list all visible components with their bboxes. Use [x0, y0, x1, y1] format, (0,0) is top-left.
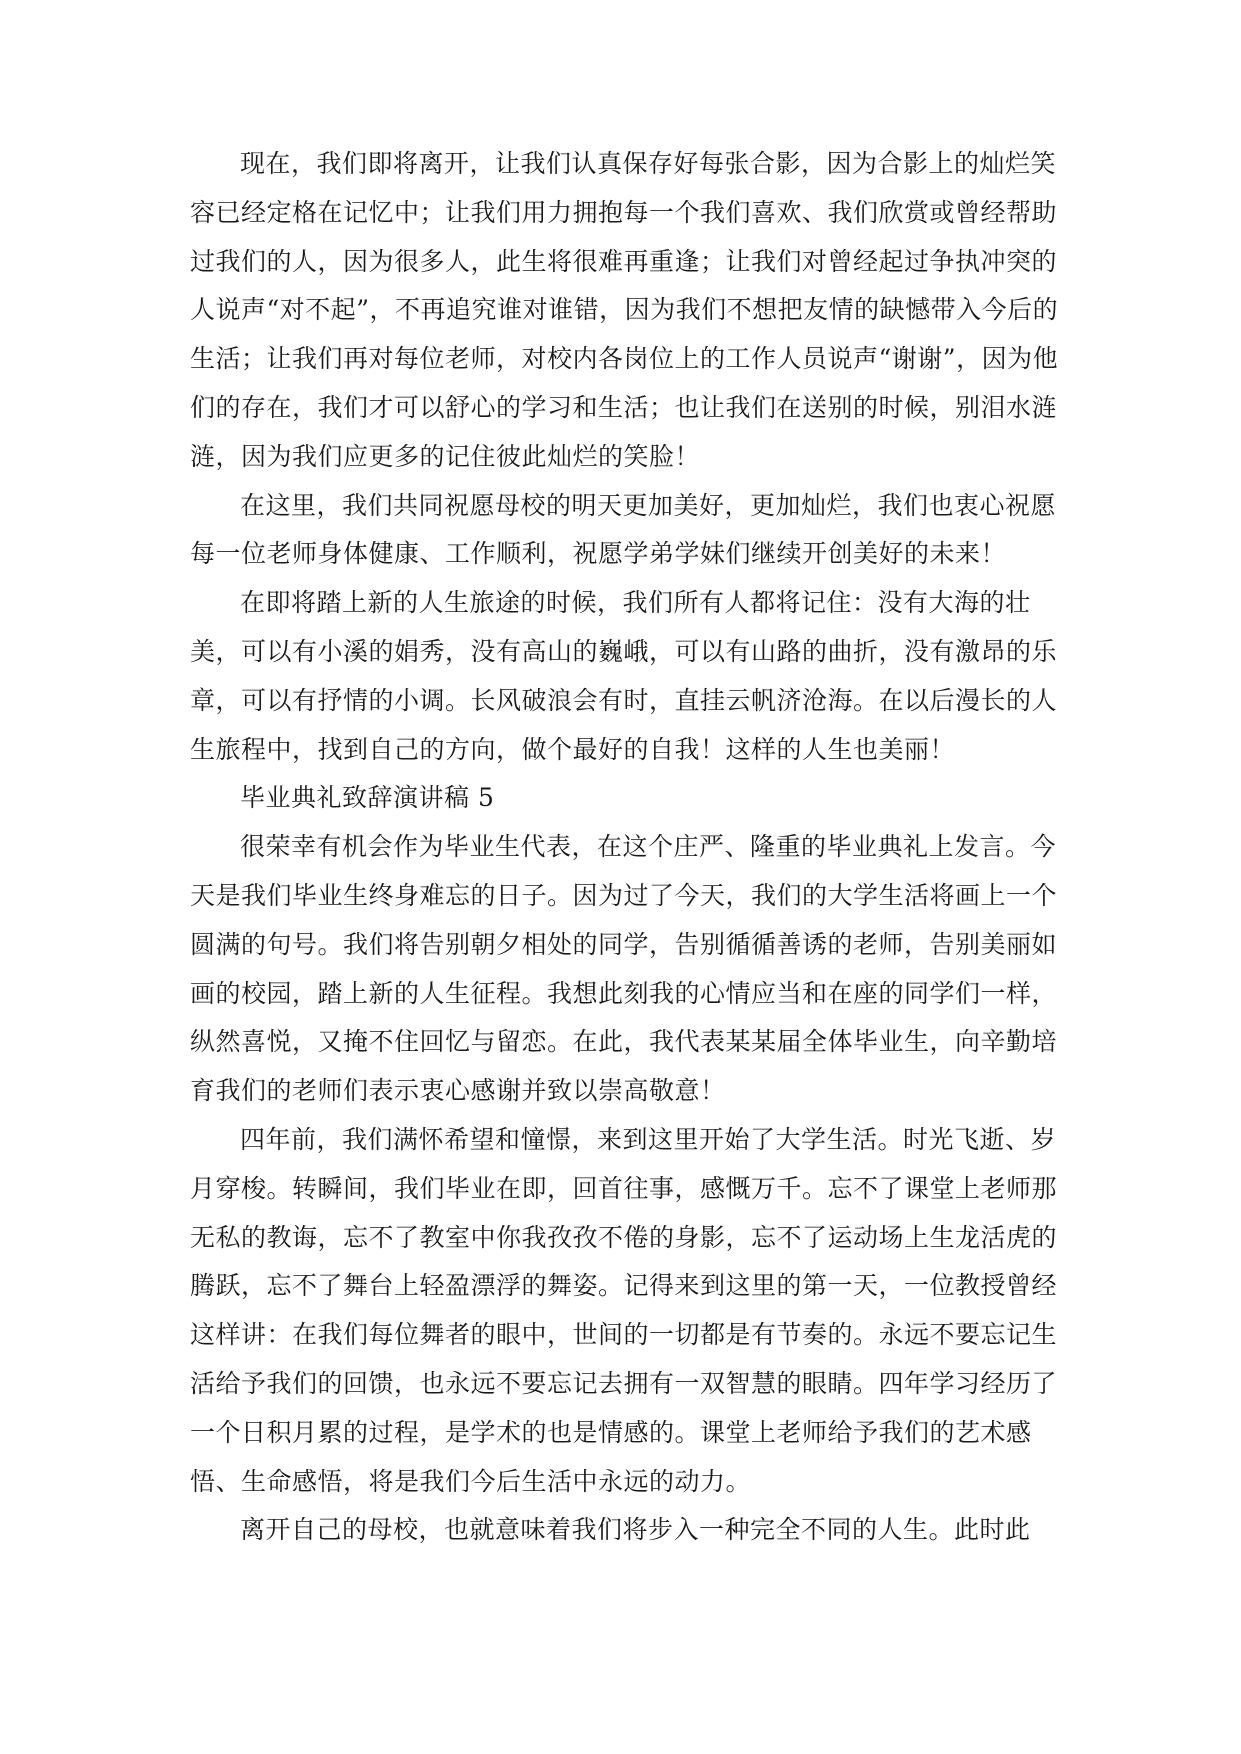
text-line: 人说声“对不起”，不再追究谁对谁错，因为我们不想把友情的缺憾带入今后的: [190, 295, 1059, 325]
text-line: 天是我们毕业生终身难忘的日子。因为过了今天，我们的大学生活将画上一个: [190, 880, 1058, 910]
text-line: 在即将踏上新的人生旅途的时候，我们所有人都将记住：没有大海的壮: [240, 588, 1031, 618]
text-line: 生活；让我们再对每位老师，对校内各岗位上的工作人员说声“谢谢”，因为他: [190, 344, 1059, 374]
text-line: 美，可以有小溪的娟秀，没有高山的巍峨，可以有山路的曲折，没有激昂的乐: [190, 636, 1058, 666]
text-line: 活给予我们的回馈，也永远不要忘记去拥有一双智慧的眼睛。四年学习经历了: [190, 1368, 1058, 1398]
text-line: 这样讲：在我们每位舞者的眼中，世间的一切都是有节奏的。永远不要忘记生: [190, 1320, 1058, 1350]
text-line: 画的校园，踏上新的人生征程。我想此刻我的心情应当和在座的同学们一样，: [190, 978, 1058, 1008]
text-line: 腾跃，忘不了舞台上轻盈漂浮的舞姿。记得来到这里的第一天，一位教授曾经: [190, 1271, 1058, 1301]
text-line: 育我们的老师们表示衷心感谢并致以崇高敬意！: [190, 1076, 726, 1106]
document-page: [190, 140, 1060, 1555]
text-line: 四年前，我们满怀希望和憧憬，来到这里开始了大学生活。时光飞逝、岁: [240, 1124, 1057, 1154]
text-line: 容已经定格在记忆中；让我们用力拥抱每一个我们喜欢、我们欣赏或曾经帮助: [190, 197, 1058, 227]
text-line: 月穿梭。转瞬间，我们毕业在即，回首往事，感慨万千。忘不了课堂上老师那: [190, 1173, 1058, 1203]
text-line: 涟，因为我们应更多的记住彼此灿烂的笑脸！: [190, 441, 701, 471]
section-heading: 毕业典礼致辞演讲稿 5: [240, 783, 495, 813]
text-line: 现在，我们即将离开，让我们认真保存好每张合影，因为合影上的灿烂笑: [240, 149, 1057, 178]
text-line: 很荣幸有机会作为毕业生代表，在这个庄严、隆重的毕业典礼上发言。今: [240, 832, 1057, 862]
text-line: 圆满的句号。我们将告别朝夕相处的同学，告别循循善诱的老师，告别美丽如: [190, 929, 1058, 959]
text-line: 在这里，我们共同祝愿母校的明天更加美好，更加灿烂，我们也衷心祝愿: [240, 490, 1057, 520]
text-line: 离开自己的母校，也就意味着我们将步入一种完全不同的人生。此时此: [240, 1515, 1031, 1545]
text-line: 过我们的人，因为很多人，此生将很难再重逢；让我们对曾经起过争执冲突的: [190, 246, 1058, 276]
text-line: 每一位老师身体健康、工作顺利，祝愿学弟学妹们继续开创美好的未来！: [190, 539, 1007, 569]
text-line: 纵然喜悦，又掩不住回忆与留恋。在此，我代表某某届全体毕业生，向辛勤培: [190, 1027, 1058, 1057]
text-line: 一个日积月累的过程，是学术的也是情感的。课堂上老师给予我们的艺术感: [190, 1417, 1032, 1447]
text-line: 们的存在，我们才可以舒心的学习和生活；也让我们在送别的时候，别泪水涟: [190, 392, 1058, 422]
text-line: 悟、生命感悟，将是我们今后生活中永远的动力。: [190, 1466, 752, 1496]
text-line: 章，可以有抒情的小调。长风破浪会有时，直挂云帆济沧海。在以后漫长的人: [190, 685, 1058, 715]
text-line: 无私的教诲，忘不了教室中你我孜孜不倦的身影，忘不了运动场上生龙活虎的: [190, 1222, 1058, 1252]
text-line: 生旅程中，找到自己的方向，做个最好的自我！这样的人生也美丽！: [190, 734, 956, 764]
